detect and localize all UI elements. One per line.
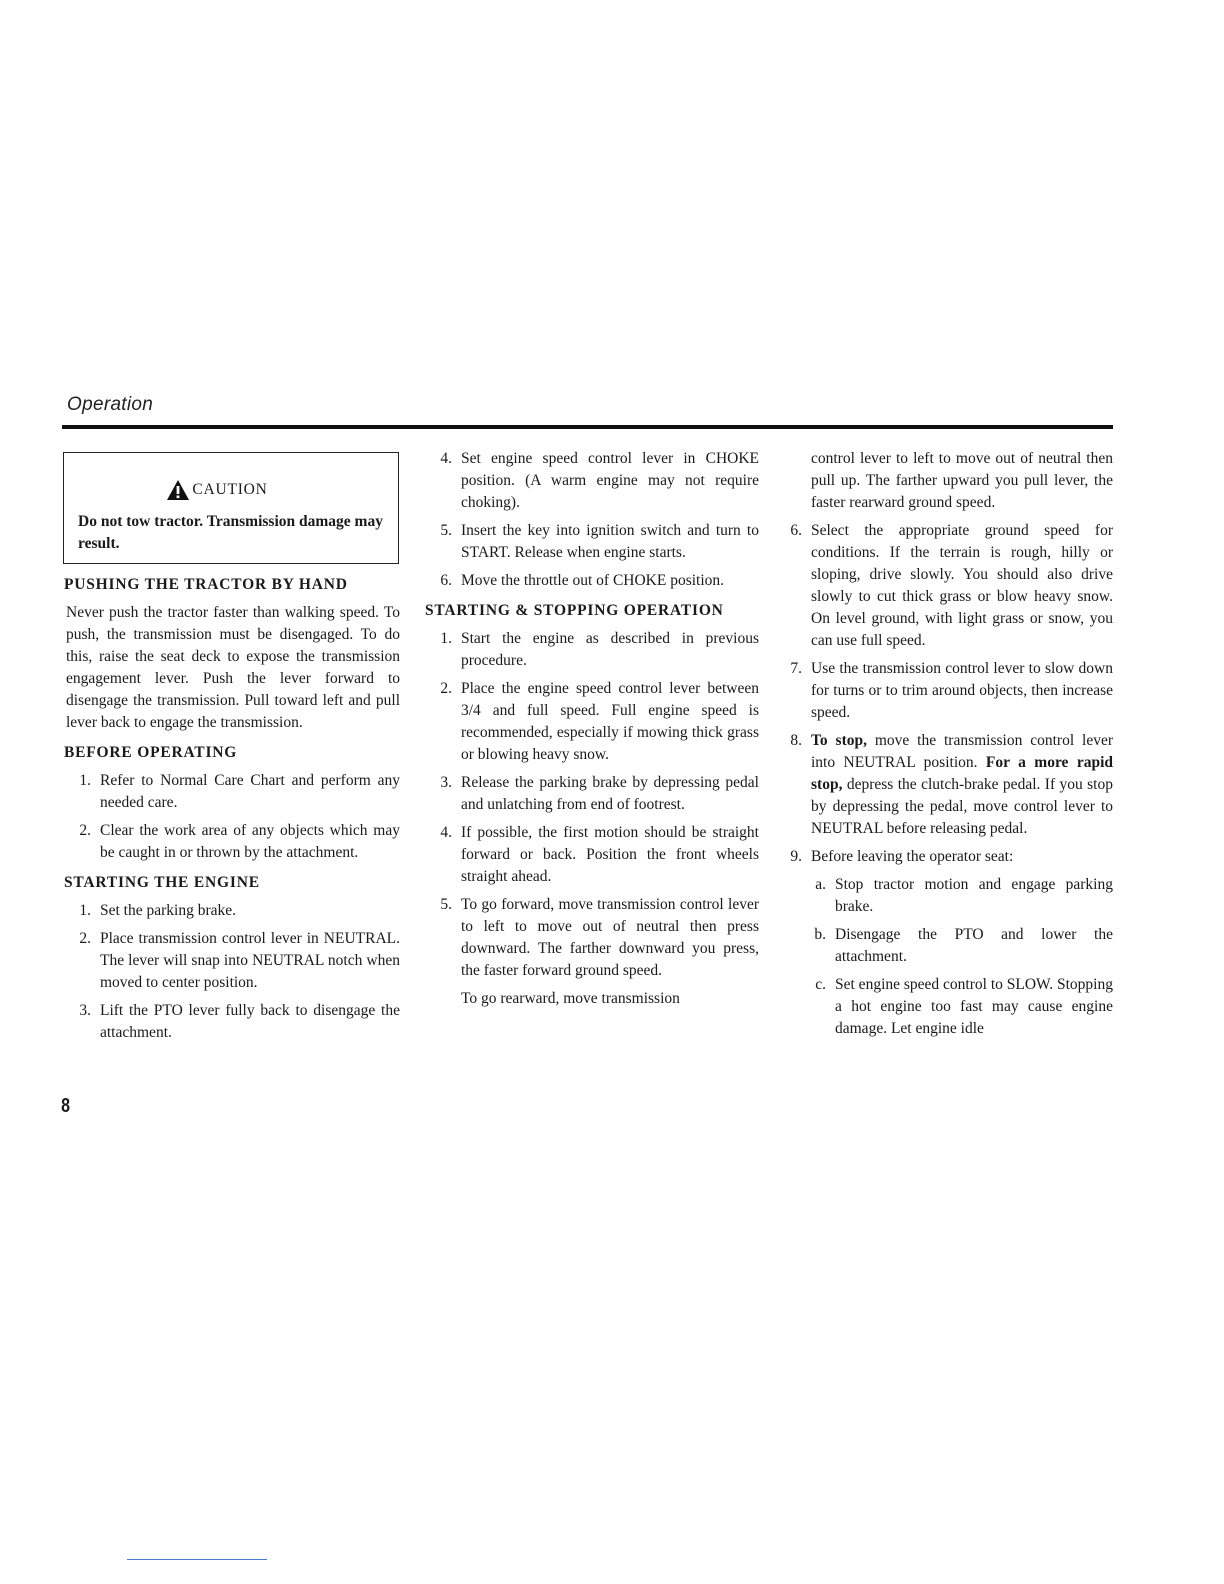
- list-item: [787, 846, 1113, 868]
- bottom-link-underline: [127, 1559, 267, 1560]
- caution-text: Do not tow tractor. Transmission damage may result.: [78, 513, 383, 552]
- item-text: Refer to Normal Care Chart and perform any needed care.: [100, 772, 400, 811]
- item-number: 2.: [79, 930, 91, 947]
- sub-item-letter: c.: [815, 976, 826, 993]
- sub-item: [811, 974, 1113, 1040]
- warning-triangle-icon: [166, 479, 190, 501]
- item-number: 2.: [440, 680, 452, 697]
- item-text: Set engine speed control lever in CHOKE position. (A warm engine may not require choking).: [461, 450, 759, 511]
- item-text: Place transmission control lever in NEUTRAL. The lever will snap into NEUTRAL notch when moved to center position.: [100, 930, 400, 991]
- heading-before-operating: BEFORE OPERATING: [64, 744, 238, 761]
- caution-box: [63, 452, 399, 564]
- item-text: [811, 730, 1113, 840]
- list-item: [425, 894, 759, 982]
- list-item: [64, 770, 400, 814]
- item-text: Clear the work area of any objects which may be caught in or thrown by the attachment.: [100, 822, 400, 861]
- list-item: [425, 822, 759, 888]
- item-continuation: control lever to left to move out of neutral then pull up. The farther upward you pull lever, the faster rearward ground speed.: [811, 450, 1113, 511]
- heading-starting-stopping: STARTING & STOPPING OPERATION: [425, 602, 724, 619]
- list-item: [787, 520, 1113, 652]
- text-run: depress the clutch-brake pedal. If you stop by depressing the pedal, move control lever to NEUTRAL before releasing pedal.: [811, 776, 1113, 837]
- item-text: Insert the key into ignition switch and turn to START. Release when engine starts.: [461, 522, 759, 561]
- item-text: Lift the PTO lever fully back to disengage the attachment.: [100, 1002, 400, 1041]
- item-text: Release the parking brake by depressing pedal and unlatching from end of footrest.: [461, 774, 759, 813]
- item-text: Before leaving the operator seat:: [811, 848, 1014, 865]
- item-number: 4.: [440, 824, 452, 841]
- item-number: 8.: [790, 732, 802, 749]
- text-run: move the transmission control lever into NEUTRAL position.: [811, 732, 1113, 771]
- item-number: 1.: [440, 630, 452, 647]
- sub-item-letter: a.: [815, 876, 826, 893]
- sub-item: [811, 924, 1113, 968]
- item-text: Set the parking brake.: [100, 902, 237, 919]
- item-number: 5.: [440, 896, 452, 913]
- bold-phrase: For a more rapid stop,: [811, 754, 1114, 793]
- column-3: [787, 448, 1113, 1046]
- list-item: [425, 772, 759, 816]
- list-item: [425, 678, 759, 766]
- item-text: If possible, the first motion should be straight forward or back. Position the front wheels straight ahead.: [461, 824, 759, 885]
- sub-item-letter: b.: [814, 926, 826, 943]
- sub-item-text: Set engine speed control to SLOW. Stopping a hot engine too fast may cause engine damage. Let engine idle: [835, 976, 1113, 1037]
- item-text: Use the transmission control lever to slow down for turns or to trim around objects, then increase speed.: [811, 660, 1113, 721]
- list-item: [787, 658, 1113, 724]
- heading-starting-engine: STARTING THE ENGINE: [64, 874, 260, 891]
- item-text: Place the engine speed control lever between 3/4 and full speed. Full engine speed is recommended, especially if mowing thick grass or blowing heavy snow.: [461, 680, 759, 763]
- item-text: Select the appropriate ground speed for conditions. If the terrain is rough, hilly or sloping, drive slowly. You should also drive slowly to cut thick grass or blow heavy snow. On level ground, with light grass or snow, you can use full speed.: [811, 522, 1113, 649]
- item-number: 6.: [790, 522, 802, 539]
- item-text: Start the engine as described in previous procedure.: [461, 630, 759, 669]
- sub-item: [811, 874, 1113, 918]
- item-number: 4.: [440, 450, 452, 467]
- item-number: 2.: [79, 822, 91, 839]
- sub-item-text: Disengage the PTO and lower the attachment.: [835, 926, 1113, 965]
- item-continuation: To go rearward, move transmission: [461, 990, 680, 1007]
- item-text: To go forward, move transmission control lever to left to move out of neutral then press downward. The farther downward you press, the faster forward ground speed.: [461, 896, 759, 979]
- header-rule: [62, 425, 1113, 429]
- list-item: [64, 928, 400, 994]
- item-number: 9.: [790, 848, 802, 865]
- column-1: [64, 448, 400, 1050]
- heading-pushing: PUSHING THE TRACTOR BY HAND: [64, 576, 348, 593]
- caution-label: CAUTION: [192, 481, 268, 498]
- list-item: [425, 520, 759, 564]
- list-item: [64, 1000, 400, 1044]
- item-text: Move the throttle out of CHOKE position.: [461, 572, 725, 589]
- item-number: 7.: [790, 660, 802, 677]
- list-item: [787, 730, 1113, 840]
- sub-item-text: Stop tractor motion and engage parking brake.: [835, 876, 1113, 915]
- item-number: 5.: [440, 522, 452, 539]
- page-number: 8: [61, 1095, 71, 1117]
- list-item: [64, 820, 400, 864]
- bold-phrase: To stop,: [811, 732, 867, 749]
- section-title: Operation: [67, 394, 154, 415]
- column-2: [425, 448, 759, 1016]
- caution-title: [48, 479, 386, 501]
- list-item: [425, 570, 759, 592]
- item-number: 1.: [79, 772, 91, 789]
- item-number: 6.: [440, 572, 452, 589]
- pushing-body: Never push the tractor faster than walking speed. To push, the transmission must be disengaged. To do this, raise the seat deck to expose the transmission engagement lever. Push the lever forward to disengage the transmission. Pull toward left and pull lever back to engage the transmission.: [66, 604, 400, 731]
- item-number: 3.: [440, 774, 452, 791]
- item-number: 3.: [79, 1002, 91, 1019]
- list-item: [425, 628, 759, 672]
- list-item: [425, 448, 759, 514]
- item-number: 1.: [79, 902, 91, 919]
- list-item: [64, 900, 400, 922]
